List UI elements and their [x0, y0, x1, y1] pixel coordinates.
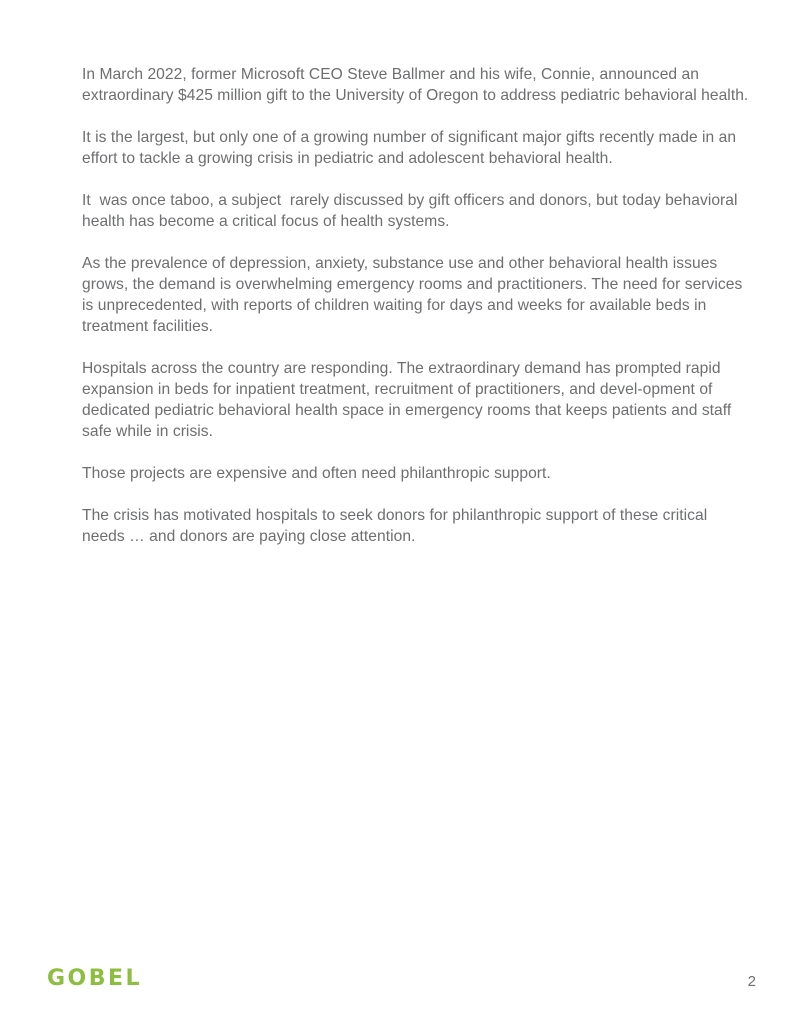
- paragraph-5: Hospitals across the country are responding. The extraordinary demand has prompted rapid expansion in beds for inpatient treatment, recruitment of practitioners, and devel-opment of dedicated pediatric behavioral health space in emergency rooms that keeps patients and staff safe while in crisis.: [82, 360, 732, 440]
- gobel-logo: GOBEL: [47, 966, 143, 991]
- paragraph-1: In March 2022, former Microsoft CEO Steve Ballmer and his wife, Connie, announced an extraordinary $425 million gift to the University of Oregon to address pediatric behavioral health.: [82, 66, 749, 104]
- page-number: 2: [747, 973, 756, 990]
- paragraph-2: It is the largest, but only one of a growing number of significant major gifts recently made in an effort to tackle a growing crisis in pediatric and adolescent behavioral health.: [82, 129, 737, 167]
- paragraph-3: It was once taboo, a subject rarely discussed by gift officers and donors, but today behavioral health has become a critical focus of health systems.: [82, 192, 742, 230]
- paragraph-4: As the prevalence of depression, anxiety, substance use and other behavioral health issues grows, the demand is overwhelming emergency rooms and practitioners. The need for services is unprecedented, with reports of children waiting for days and weeks for available beds in treatment facilities.: [82, 255, 743, 335]
- document-body: [82, 64, 752, 568]
- paragraph-7: The crisis has motivated hospitals to seek donors for philanthropic support of these critical needs … and donors are paying close attention.: [82, 507, 708, 545]
- paragraph-6: Those projects are expensive and often need philanthropic support.: [82, 465, 551, 482]
